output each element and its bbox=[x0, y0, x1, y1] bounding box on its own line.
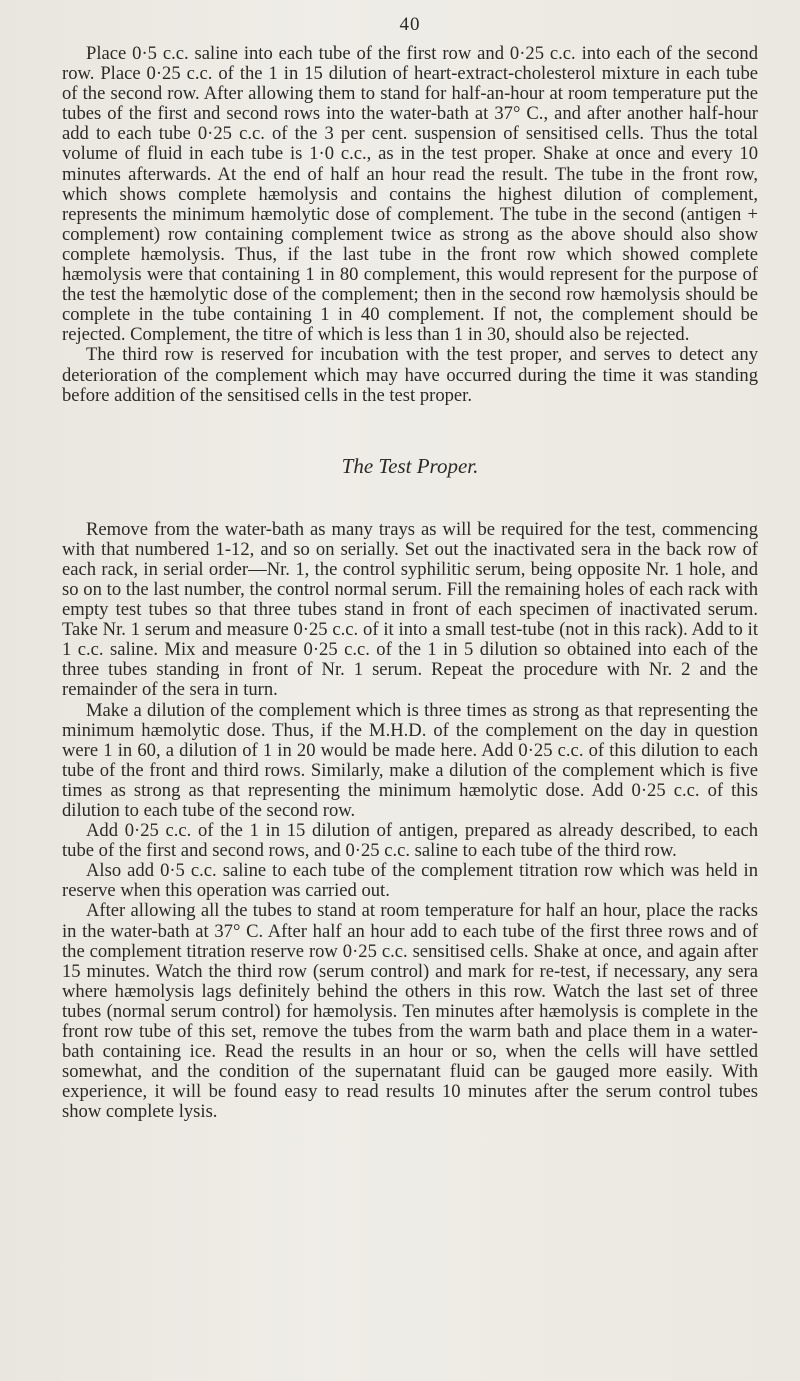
paragraph-complement-titration-procedure: Place 0·5 c.c. saline into each tube of the first row and 0·25 c.c. into each of the second row. Place 0·25 c.c. of the 1 in 15 dilution of heart-extract-cholesterol mixture in each tube of the second row. After allowing them to stand for half-an-hour at room temperature put the tubes of the first and second rows into the water-bath at 37° C., and after another half-hour add to each tube 0·25 c.c. of the 3 per cent. suspension of sensitised cells. Thus the total volume of fluid in each tube is 1·0 c.c., as in the test proper. Shake at once and every 10 minutes afterwards. At the end of half an hour read the result. The tube in the front row, which shows complete hæmolysis and contains the highest dilution of complement, represents the minimum hæmolytic dose of complement. The tube in the second (antigen + complement) row containing complement twice as strong as the above should also show complete hæmolysis. Thus, if the last tube in the front row which showed complete hæmolysis were that containing 1 in 80 complement, this would represent for the purpose of the test the hæmolytic dose of the complement; then in the second row hæmolysis should be complete in the tube containing 1 in 40 complement. If not, the complement should be rejected. Complement, the titre of which is less than 1 in 30, should also be rejected. bbox=[62, 43, 758, 346]
paragraph-incubation-and-reading: After allowing all the tubes to stand at room temperature for half an hour, place the racks in the water-bath at 37° C. After half an hour add to each tube of the first three rows and of the complement titration reserve row 0·25 c.c. sensitised cells. Shake at once, and again after 15 minutes. Watch the third row (serum control) and mark for re-test, if necessary, any sera where hæmolysis lags definitely behind the others in this row. Watch the last set of three tubes (normal serum control) for hæmolysis. Ten minutes after hæmolysis is complete in the front row tube of this set, remove the tubes from the warm bath and place them in a water-bath containing ice. Read the results in an hour or so, when the cells will have settled somewhat, and the condition of the supernatant fluid can be gauged more easily. With experience, it will be found easy to read results 10 minutes after the serum control tubes show complete lysis. bbox=[62, 900, 758, 1123]
paragraph-saline-reserve-row: Also add 0·5 c.c. saline to each tube of the complement titration row which was held in reserve when this operation was carried out. bbox=[62, 860, 758, 902]
section-heading-test-proper: The Test Proper. bbox=[341, 453, 479, 478]
paragraph-complement-dilution: Make a dilution of the complement which is three times as strong as that representing the minimum hæmolytic dose. Thus, if the M.H.D. of the complement on the day in question were 1 in 60, a dilution of 1 in 20 would be made here. Add 0·25 c.c. of this dilution to each tube of the front and third rows. Similarly, make a dilution of the complement which is five times as strong as that representing the minimum hæmolytic dose. Add 0·25 c.c. of this dilution to each tube of the second row. bbox=[62, 699, 758, 821]
page-number: 40 bbox=[399, 14, 421, 35]
paragraph-set-out-sera: Remove from the water-bath as many trays as will be required for the test, commencing with that numbered 1-12, and so on serially. Set out the inactivated sera in the back row of each rack, in serial order—Nr. 1, the control syphilitic serum, being opposite Nr. 1 hole, and so on to the last number, the control normal serum. Fill the remaining holes of each rack with empty test tubes so that three tubes stand in front of each specimen of inactivated serum. Take Nr. 1 serum and measure 0·25 c.c. of it into a small test-tube (not in this rack). Add to it 1 c.c. saline. Mix and measure 0·25 c.c. of the 1 in 5 dilution so obtained into each of the three tubes standing in front of Nr. 1 serum. Repeat the procedure with Nr. 2 and the remainder of the sera in turn. bbox=[62, 518, 758, 701]
paragraph-third-row-reserve: The third row is reserved for incubation with the test proper, and serves to detect any deterioration of the complement which may have occurred during the time it was standing before addition of the sensitised cells in the test proper. bbox=[62, 344, 758, 406]
paragraph-antigen-addition: Add 0·25 c.c. of the 1 in 15 dilution of antigen, prepared as already described, to each tube of the first and second rows, and 0·25 c.c. saline to each tube of the third row. bbox=[62, 820, 758, 862]
